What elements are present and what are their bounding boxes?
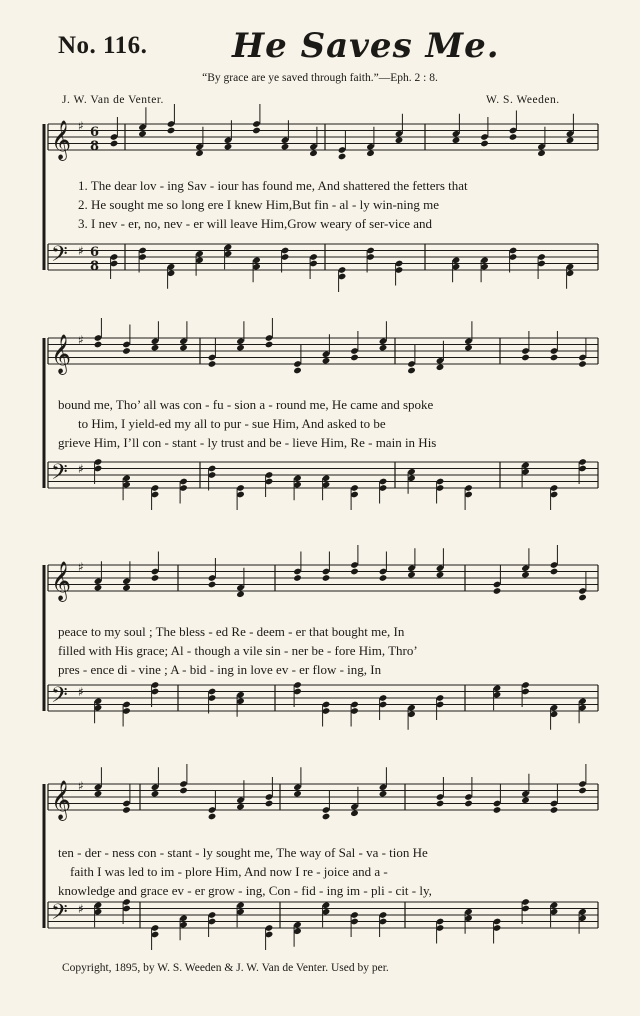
note-head [309, 149, 318, 157]
note-head [94, 584, 103, 592]
system-2-verse-1: bound me, Tho’ all was con - fu - sion a - round me, He came and spoke [58, 397, 434, 412]
note-head [379, 790, 388, 798]
note-head [338, 153, 347, 161]
note-head [151, 790, 160, 798]
note-head [236, 803, 245, 811]
note-head [122, 347, 131, 355]
time-signature: 8 [90, 259, 100, 274]
note-head [436, 571, 445, 579]
note-head [293, 367, 302, 375]
system-1-verse-2: 2. He sought me so long ere I knew Him,But fin - al - ly win-ning me [78, 197, 440, 212]
note-head [236, 590, 245, 598]
note-head [350, 568, 359, 576]
note-head [167, 127, 176, 135]
note-head [537, 149, 546, 157]
note-head [452, 136, 461, 144]
note-head [265, 341, 274, 349]
note-head [566, 136, 575, 144]
note-head [94, 341, 103, 349]
note-head [179, 344, 188, 352]
note-head [436, 363, 445, 371]
sharp-icon: ♯ [78, 244, 84, 258]
treble-clef-icon: 𝄞 [51, 561, 72, 601]
bass-clef-icon: 𝄢 [51, 900, 68, 930]
note-head [179, 787, 188, 795]
sharp-icon: ♯ [78, 560, 84, 574]
note-head [265, 800, 274, 808]
note-head [195, 149, 204, 157]
note-head [578, 787, 587, 795]
note-head [366, 149, 375, 157]
sharp-icon: ♯ [78, 685, 84, 699]
system-2-verse-3: grieve Him, I’ll con - stant - ly trust and be - lieve Him, Re - main in His [58, 435, 437, 450]
note-head [480, 140, 489, 148]
note-head [138, 130, 147, 138]
system-4-verse-1: ten - der - ness con - stant - ly sought me, The way of Sal - va - tion He [58, 845, 428, 860]
scripture-epigraph: “By grace are ye saved through faith.”—Eph. 2 : 8. [202, 72, 438, 84]
bass-clef-icon: 𝄢 [51, 460, 68, 490]
note-head [521, 571, 530, 579]
note-head [350, 809, 359, 817]
note-head [94, 790, 103, 798]
note-head [252, 127, 261, 135]
time-signature: 6 [90, 245, 100, 260]
system-1-verse-1: 1. The dear lov - ing Sav - iour has found me, And shattered the fetters that [78, 178, 468, 193]
system-1-verse-3: 3. I nev - er, no, nev - er will leave Him,Grow weary of ser-vice and [78, 216, 433, 231]
note-head [322, 574, 331, 582]
note-head [224, 143, 233, 151]
bass-clef-icon: 𝄢 [51, 242, 68, 272]
note-head [379, 344, 388, 352]
note-head [293, 790, 302, 798]
note-head [350, 354, 359, 362]
sharp-icon: ♯ [78, 462, 84, 476]
sharp-icon: ♯ [78, 779, 84, 793]
note-head [281, 143, 290, 151]
note-head [578, 594, 587, 602]
sharp-icon: ♯ [78, 902, 84, 916]
note-head [578, 360, 587, 368]
note-head [208, 360, 217, 368]
system-2-verse-2: to Him, I yield-ed my all to pur - sue Him, And asked to be [78, 416, 386, 431]
note-head [208, 813, 217, 821]
system-3-verse-3: pres - ence di - vine ; A - bid - ing in love ev - er flow - ing, In [58, 662, 382, 677]
treble-clef-icon: 𝄞 [51, 780, 72, 820]
sharp-icon: ♯ [78, 119, 84, 133]
note-head [550, 806, 559, 814]
note-head [407, 571, 416, 579]
note-head [322, 357, 331, 365]
note-head [550, 354, 559, 362]
note-head [493, 587, 502, 595]
sharp-icon: ♯ [78, 333, 84, 347]
note-head [151, 574, 160, 582]
note-head [464, 800, 473, 808]
note-head [122, 806, 131, 814]
note-head [208, 581, 217, 589]
note-head [493, 806, 502, 814]
note-head [550, 568, 559, 576]
note-head [521, 796, 530, 804]
copyright-notice: Copyright, 1895, by W. S. Weeden & J. W. Van de Venter. Used by per. [62, 962, 389, 974]
note-head [436, 800, 445, 808]
system-3-verse-1: peace to my soul ; The bless - ed Re - deem - er that bought me, In [58, 624, 405, 639]
treble-clef-icon: 𝄞 [51, 120, 72, 160]
time-signature: 8 [90, 139, 100, 154]
hymn-title: He Saves Me. [232, 26, 500, 66]
time-signature: 6 [90, 125, 100, 140]
note-head [395, 136, 404, 144]
note-head [151, 344, 160, 352]
note-head [293, 574, 302, 582]
note-head [464, 344, 473, 352]
hymn-number: No. 116. [58, 32, 148, 59]
composer-credit: W. S. Weeden. [486, 94, 560, 106]
system-4-verse-2: faith I was led to im - plore Him, And now I re - joice and a - [70, 864, 388, 879]
note-head [509, 133, 518, 141]
bass-clef-icon: 𝄢 [51, 683, 68, 713]
note-head [122, 584, 131, 592]
system-3-verse-2: filled with His grace; Al - though a vile sin - ner be - fore Him, Thro’ [58, 643, 418, 658]
note-head [379, 574, 388, 582]
note-head [407, 367, 416, 375]
treble-clef-icon: 𝄞 [51, 334, 72, 374]
lyricist-credit: J. W. Van de Venter. [62, 94, 164, 106]
note-head [110, 140, 119, 148]
note-head [521, 354, 530, 362]
note-head [322, 813, 331, 821]
system-4-verse-3: knowledge and grace ev - er grow - ing, Con - fid - ing im - pli - cit - ly, [58, 883, 432, 898]
note-head [236, 344, 245, 352]
